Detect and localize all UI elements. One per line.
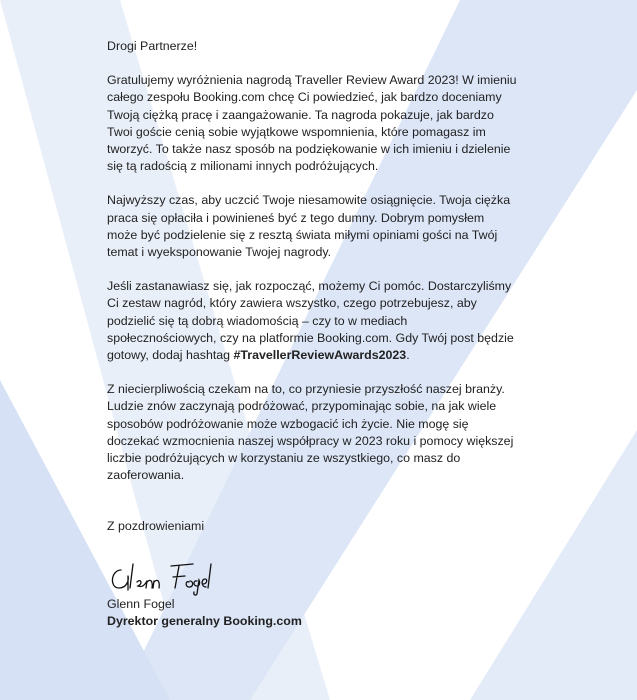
greeting: Drogi Partnerze! xyxy=(107,39,198,53)
paragraph-award-kit-end: . xyxy=(406,348,410,363)
paragraph-award-kit xyxy=(107,278,517,364)
paragraph-congratulations: Gratulujemy wyróżnienia nagrodą Traveller Review Award 2023! W imieniu całego zespołu Booking.com chcę Ci powiedzieć, jak bardzo doceniamy Twoją ciężką pracę i zaangażowanie. Ta nagroda pokazuje, jak bardzo Twoi goście cenią sobie wyjątkowe wspomnienia, które pomagasz im tworzyć. To także nasz sposób na podziękowanie w ich imieniu i dzielenie się tą radością z milionami innych podróżujących. xyxy=(107,73,517,174)
paragraph-future: Z niecierpliwością czekam na to, co przyniesie przyszłość naszej branży. Ludzie znów zaczynają podróżować, przypominając sobie, na jak wiele sposobów podróżowanie może wzbogacić ich życie. Nie mogę się doczekać wzmocnienia naszej współpracy w 2023 roku i pomocy większej liczbie podróżujących w korzystaniu ze wszystkiego, co masz do zaoferowania. xyxy=(107,382,514,483)
letter-body xyxy=(107,38,517,501)
hashtag: #TravellerReviewAwards2023 xyxy=(233,348,407,363)
signature-block xyxy=(107,556,367,630)
paragraph-award-kit-text: Jeśli zastanawiasz się, jak rozpocząć, możemy Ci pomóc. Dostarczyliśmy Ci zestaw nagród, który zawiera wszystko, czego potrzebujesz, aby podzielić się tą dobrą wiadomością – czy to w mediach społecznościowych, czy na platformie Booking.com. Gdy Twój post będzie gotowy, dodaj hashtag xyxy=(107,279,514,363)
signer-name: Glenn Fogel xyxy=(107,597,175,611)
closing: Z pozdrowieniami xyxy=(107,519,205,533)
handwritten-signature xyxy=(107,556,227,596)
paragraph-celebrate: Najwyższy czas, aby uczcić Twoje niesamowite osiągnięcie. Twoja ciężka praca się opłaciła i powinieneś być z tego dumny. Dobrym pomysłem może być podzielenie się z resztą świata miłymi opiniami gości na Twój temat i wyeksponowanie Twojej nagrody. xyxy=(107,193,511,260)
signer-title: Dyrektor generalny Booking.com xyxy=(107,614,302,628)
